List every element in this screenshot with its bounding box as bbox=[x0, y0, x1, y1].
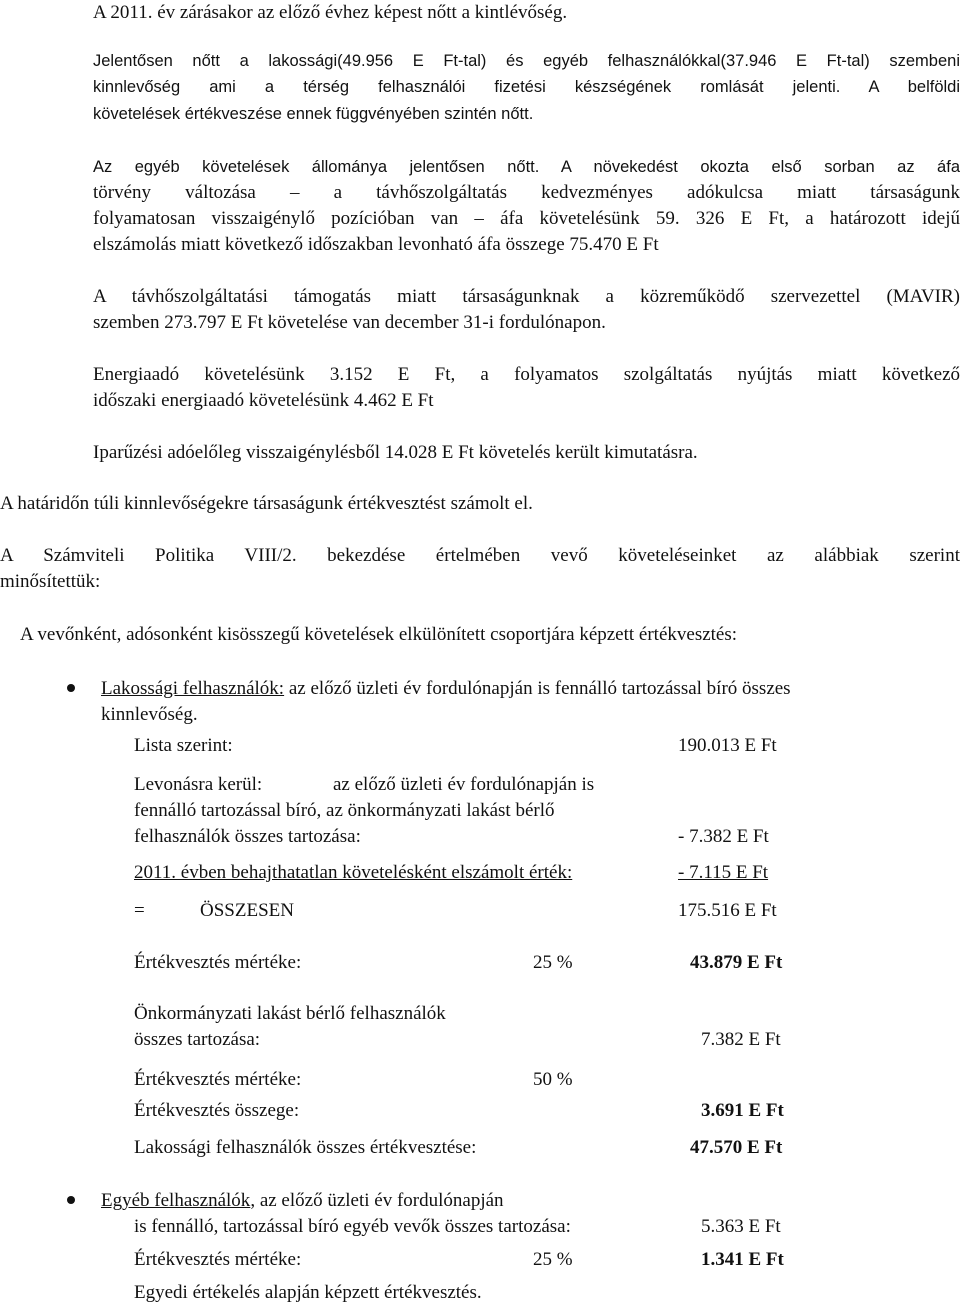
para-egyeb-line2: törvény változása – a távhőszolgáltatás kedvezményes adókulcsa miatt társaságunk bbox=[93, 182, 960, 203]
para-egyeb-line1: Az egyéb követelések állománya jelentősen nőtt. A növekedést okozta első sorban az áfa bbox=[93, 158, 960, 176]
para-egyeb-line4: elszámolás miatt következő időszakban levonható áfa összege 75.470 E Ft bbox=[93, 234, 659, 255]
ertekvesztes-value: 43.879 E Ft bbox=[690, 952, 783, 973]
egyeb-line2-value: 5.363 E Ft bbox=[701, 1216, 781, 1237]
levonas-label: Levonásra kerül: bbox=[134, 774, 263, 795]
egyeb-mertek-pct: 25 % bbox=[533, 1249, 573, 1270]
para-mavir-line2: szemben 273.797 E Ft követelése van december 31-i fordulónapon. bbox=[93, 312, 606, 333]
bullet-icon bbox=[67, 684, 75, 692]
levonas-text3: felhasználók összes tartozása: bbox=[134, 826, 361, 847]
osszesen-label: ÖSSZESEN bbox=[200, 900, 294, 921]
egyeb-mertek-label: Értékvesztés mértéke: bbox=[134, 1249, 302, 1270]
para-iparuzesi: Iparűzési adóelőleg visszaigénylésből 14.028 E Ft követelés került kimutatásra. bbox=[93, 442, 698, 463]
para-lakossagi-line3: követelések értékveszése ennek függvényében szintén nőtt. bbox=[93, 105, 534, 123]
para-lakossagi-line1: Jelentősen nőtt a lakossági(49.956 E Ft-tal) és egyéb felhasználókkal(37.946 E Ft-tal) szembeni bbox=[93, 52, 960, 70]
para-szamviteli-line1: A Számviteli Politika VIII/2. bekezdése értelmében vevő követeléseinket az alábbiak szerint bbox=[0, 545, 960, 566]
behajthatatlan-value: - 7.115 E Ft bbox=[678, 862, 769, 883]
onkormanyzati-value: 7.382 E Ft bbox=[701, 1029, 781, 1050]
egyeb-mertek-value: 1.341 E Ft bbox=[701, 1249, 784, 1270]
egyeb-title-rest: , az előző üzleti év fordulónapján bbox=[250, 1190, 504, 1211]
para-intro: A 2011. év zárásakor az előző évhez képest nőtt a kintlévőség. bbox=[93, 2, 568, 23]
lista-label: Lista szerint: bbox=[134, 735, 233, 756]
para-mavir-line1: A távhőszolgáltatási támogatás miatt társaságunknak a közreműködő szervezettel (MAVIR) bbox=[93, 286, 960, 307]
lista-value: 190.013 E Ft bbox=[678, 735, 777, 756]
onk-osszeg-label: Értékvesztés összege: bbox=[134, 1100, 300, 1121]
onkormanyzati-label1: Önkormányzati lakást bérlő felhasználók bbox=[134, 1003, 446, 1024]
para-lakossagi-line2: kinnlevőség ami a térség felhasználói fizetési készségének romlását jelenti. A belföldi bbox=[93, 78, 960, 96]
ertekvesztes-pct: 25 % bbox=[533, 952, 573, 973]
onk-mertek-pct: 50 % bbox=[533, 1069, 573, 1090]
para-energiaado-line1: Energiaadó követelésünk 3.152 E Ft, a folyamatos szolgáltatás nyújtás miatt következő bbox=[93, 364, 960, 385]
levonas-text2: fennálló tartozással bíró, az önkormányzati lakást bérlő bbox=[134, 800, 555, 821]
osszesen-value: 175.516 E Ft bbox=[678, 900, 777, 921]
para-egyeb-line3: folyamatosan visszaigénylő pozícióban van – áfa követelésünk 59. 326 E Ft, a határozott idejű bbox=[93, 208, 960, 229]
lakossagi-title: Lakossági felhasználók: bbox=[101, 678, 285, 699]
ertekvesztes-label: Értékvesztés mértéke: bbox=[134, 952, 302, 973]
para-szamviteli-line2: minősítettük: bbox=[0, 571, 101, 592]
lakossagi-title-rest: az előző üzleti év fordulónapján is fennálló tartozással bíró összes bbox=[284, 678, 791, 699]
lakossagi-total-value: 47.570 E Ft bbox=[690, 1137, 783, 1158]
egyeb-line2: is fennálló, tartozással bíró egyéb vevők összes tartozása: bbox=[134, 1216, 571, 1237]
section-heading: A vevőnként, adósonként kisösszegű követelések elkülönített csoportjára képzett értékvesztés: bbox=[20, 624, 738, 645]
equals-sign: = bbox=[134, 900, 145, 921]
egyeb-heading bbox=[101, 1188, 504, 1214]
egyeb-title: Egyéb felhasználók bbox=[101, 1190, 251, 1211]
egyeb-footer: Egyedi értékelés alapján képzett értékvesztés. bbox=[134, 1282, 482, 1303]
onkormanyzati-label2: összes tartozása: bbox=[134, 1029, 261, 1050]
onk-osszeg-value: 3.691 E Ft bbox=[701, 1100, 784, 1121]
lakossagi-total-label: Lakossági felhasználók összes értékvesztése: bbox=[134, 1137, 477, 1158]
para-hataridon-tuli: A határidőn túli kinnlevőségekre társaságunk értékvesztést számolt el. bbox=[0, 493, 533, 514]
levonas-text1: az előző üzleti év fordulónapján is bbox=[333, 774, 595, 795]
lakossagi-heading bbox=[101, 676, 791, 702]
levonas-value: - 7.382 E Ft bbox=[678, 826, 769, 847]
onk-mertek-label: Értékvesztés mértéke: bbox=[134, 1069, 302, 1090]
para-energiaado-line2: időszaki energiaadó követelésünk 4.462 E Ft bbox=[93, 390, 434, 411]
bullet-icon bbox=[67, 1196, 75, 1204]
behajthatatlan-label: 2011. évben behajthatatlan követelésként elszámolt érték: bbox=[134, 862, 573, 883]
lakossagi-title-line2: kinnlevőség. bbox=[101, 704, 198, 725]
